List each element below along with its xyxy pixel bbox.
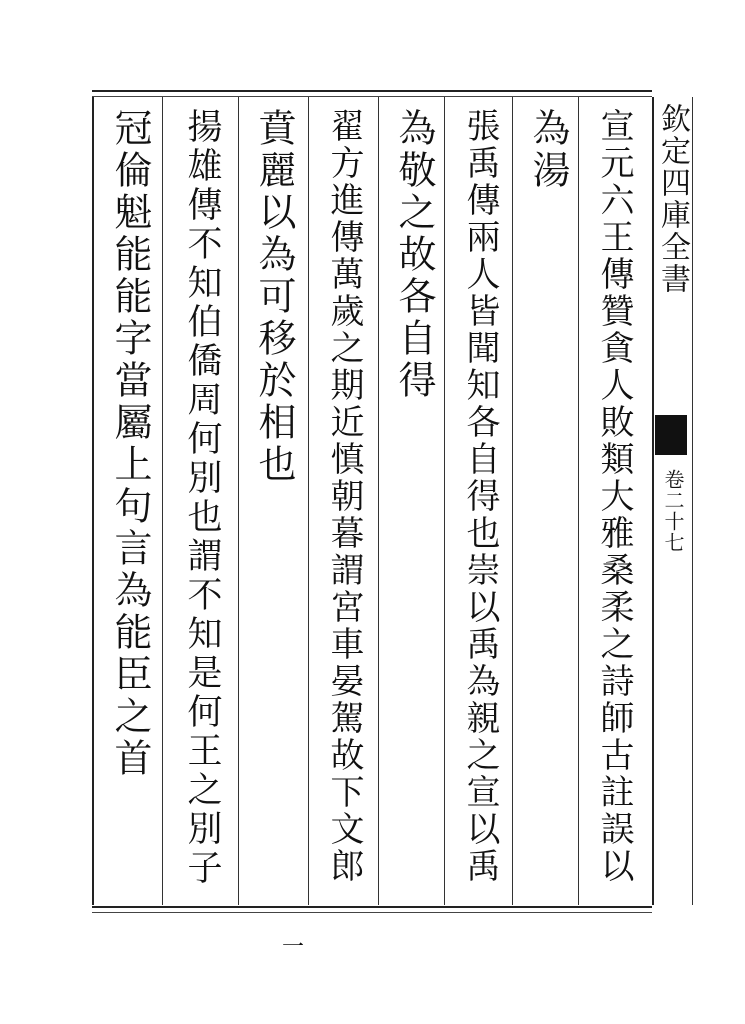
page-number: 一 (282, 935, 305, 960)
margin-banner (653, 97, 691, 905)
text-column-1: 宣元六王傳贊貪人敗類大雅桑柔之詩師古註誤以 (594, 108, 634, 885)
column-divider (378, 97, 379, 905)
text-column-7: 揚雄傳不知伯僑周何別也謂不知是何王之別子 (182, 108, 222, 888)
bottom-border (92, 906, 652, 908)
top-border-inner (92, 96, 652, 97)
left-border (92, 97, 94, 905)
banner-border (692, 97, 693, 905)
text-column-3: 張禹傳兩人皆聞知各自得也崇以禹為親之宣以禹 (460, 108, 500, 885)
column-divider (238, 97, 239, 905)
column-divider (162, 97, 163, 905)
text-column-8: 冠倫魁能能字當屬上句言為能臣之首 (108, 108, 152, 780)
column-divider (308, 97, 309, 905)
book-title: 欽定四庫全書 (655, 103, 690, 295)
text-column-6: 賁麗以為可移於相也 (252, 108, 296, 486)
text-column-2: 為湯 (526, 108, 570, 192)
top-border (92, 90, 652, 92)
volume-number: 卷二十七 (661, 469, 685, 553)
column-divider (578, 97, 579, 905)
fish-tail-mark (655, 415, 687, 455)
text-column-5: 翟方進傳萬歲之期近慎朝暮謂宮車晏駕故下文郎 (324, 108, 364, 885)
column-divider (512, 97, 513, 905)
bottom-border-inner (92, 912, 652, 913)
column-divider (444, 97, 445, 905)
text-column-4: 為敬之故各自得 (392, 108, 436, 402)
